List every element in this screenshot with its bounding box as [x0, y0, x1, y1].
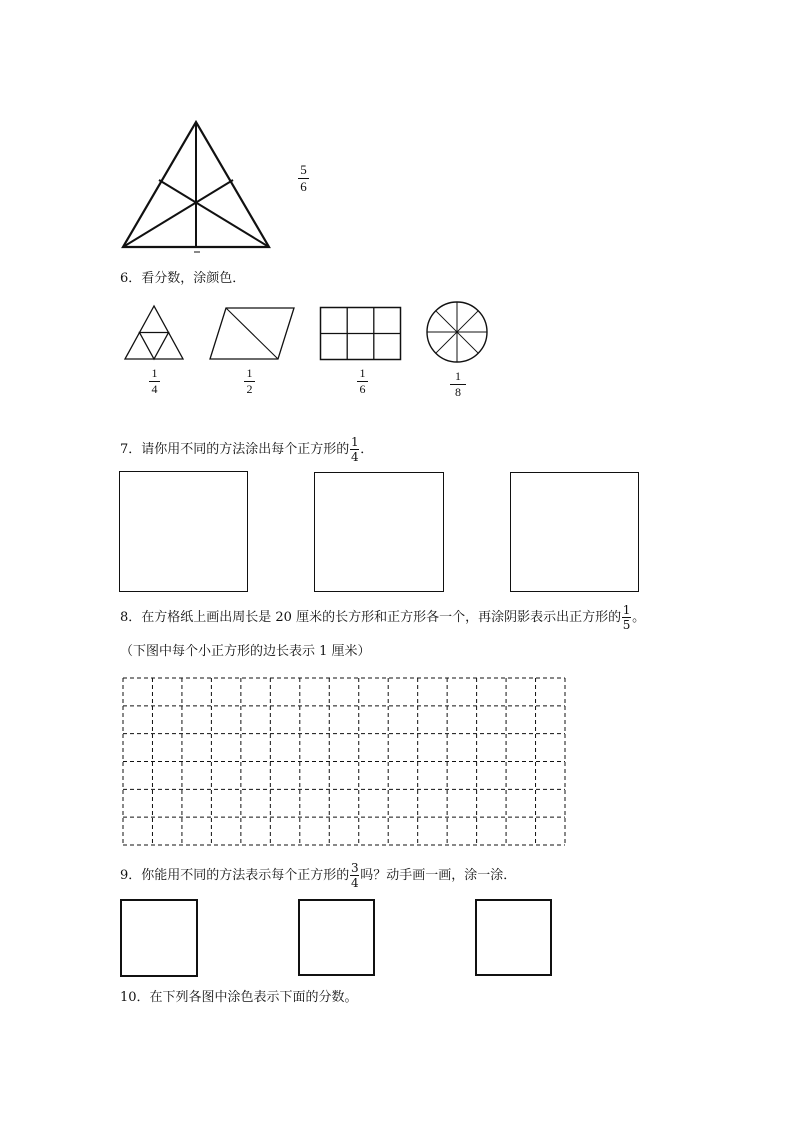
q7-prefix: 7．请你用不同的方法涂出每个正方形的: [120, 442, 350, 457]
q6-rectangle-fraction: [357, 367, 368, 396]
top-triangle-figure: [118, 118, 278, 258]
q6-circle[interactable]: [424, 299, 490, 365]
q9-fraction: [350, 862, 359, 889]
q8-suffix: 。: [632, 610, 646, 625]
numerator: 3: [350, 861, 359, 875]
top-fraction: [298, 163, 309, 194]
q7-square-1[interactable]: [119, 471, 248, 592]
numerator: 1: [455, 369, 461, 383]
numerator: 1: [246, 366, 253, 380]
q6-parallelogram-fraction: [244, 367, 255, 396]
denominator: 6: [359, 382, 366, 396]
denominator: 4: [350, 876, 359, 890]
q8-dashed-grid[interactable]: [122, 677, 568, 847]
q9-square-1[interactable]: [120, 899, 198, 977]
denominator: 4: [350, 450, 359, 464]
q8-prefix: 8．在方格纸上画出周长是 20 厘米的长方形和正方形各一个，再涂阴影表示出正方形的: [120, 610, 622, 625]
q6-rectangle[interactable]: [319, 306, 403, 362]
denominator: 4: [151, 382, 158, 396]
denominator: 2: [246, 382, 253, 396]
q9-square-3[interactable]: [475, 899, 552, 976]
q6-title: 6．看分数，涂颜色．: [120, 271, 246, 286]
q6-triangle-fraction: [149, 367, 160, 396]
numerator: 1: [622, 603, 631, 617]
q7-title: [120, 435, 373, 465]
denominator: 6: [300, 179, 307, 194]
q8-note: （下图中每个小正方形的边长表示 1 厘米）: [120, 644, 371, 659]
q9-suffix: 吗？动手画一画，涂一涂．: [360, 868, 517, 883]
q8-fraction: [622, 604, 631, 631]
denominator: 8: [455, 385, 461, 399]
q6-triangle[interactable]: [122, 303, 186, 361]
numerator: 1: [350, 435, 359, 449]
q9-square-2[interactable]: [298, 899, 375, 976]
q7-suffix: ．: [360, 442, 374, 457]
q6-parallelogram[interactable]: [208, 305, 296, 361]
q7-square-2[interactable]: [314, 472, 444, 592]
q7-square-3[interactable]: [510, 472, 639, 592]
numerator: 5: [300, 162, 307, 177]
q8-title: [120, 603, 645, 633]
q6-circle-fraction: [450, 370, 466, 399]
numerator: 1: [359, 366, 366, 380]
q9-title: [120, 861, 516, 891]
q9-prefix: 9．你能用不同的方法表示每个正方形的: [120, 868, 350, 883]
q7-fraction: [350, 436, 359, 463]
denominator: 5: [622, 618, 631, 632]
q10-title: 10．在下列各图中涂色表示下面的分数。: [120, 990, 358, 1005]
numerator: 1: [151, 366, 158, 380]
